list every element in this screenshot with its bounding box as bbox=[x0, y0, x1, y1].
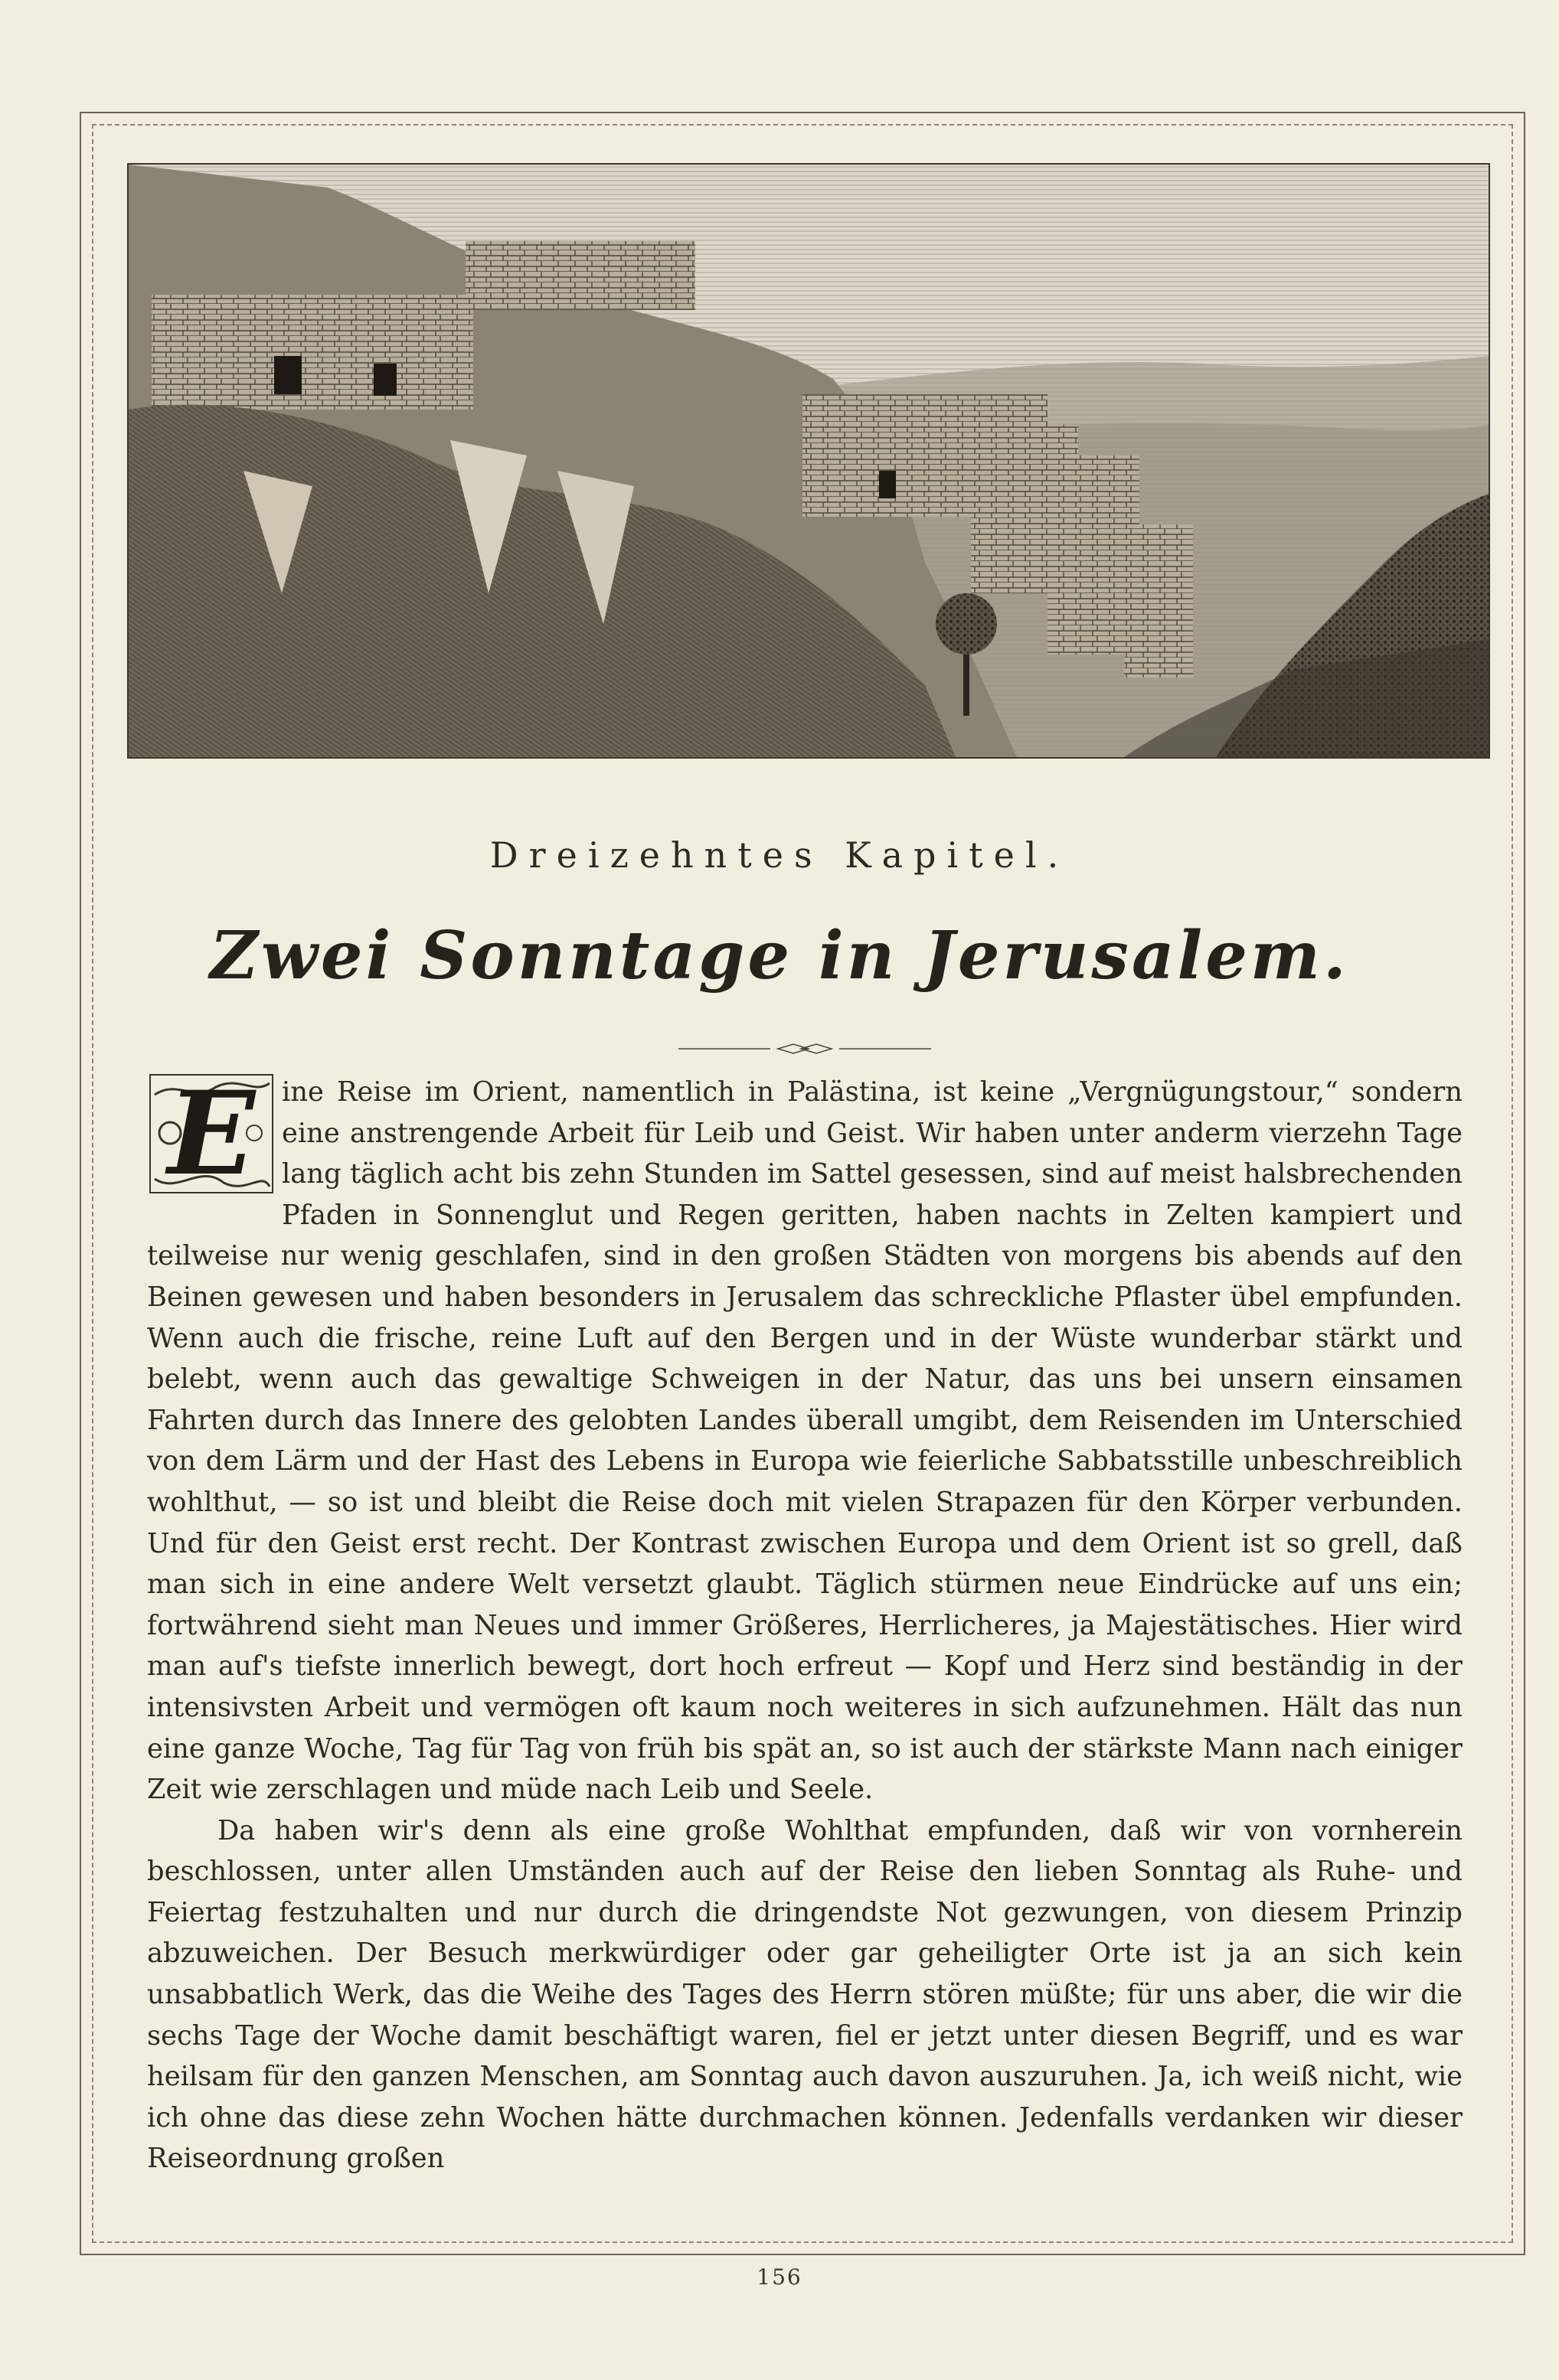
landscape-engraving bbox=[127, 163, 1490, 759]
paragraph-1 bbox=[147, 1066, 1463, 1810]
dropcap-letter: E bbox=[167, 1066, 256, 1201]
ornament-divider bbox=[678, 1041, 931, 1056]
page-number: 156 bbox=[757, 2264, 802, 2290]
dropcap bbox=[147, 1066, 276, 1201]
chapter-title: Zwei Sonntage in Jerusalem. bbox=[210, 917, 1349, 994]
paragraph-1-text: ine Reise im Orient, namentlich in Palästina, ist keine „Vergnügungstour,“ sondern eine anstrengende Arbeit für Leib und Geist. Wir haben unter anderm vierzehn Tage lang täglich acht bis zehn Stunden im Sattel gesessen, sind auf meist halsbrechenden Pfaden in Sonnenglut und Regen geritten, haben nachts in Zelten kampiert und teilweise nur wenig geschlafen, sind in den großen Städten von morgens bis abends auf den Beinen gewesen und haben besonders in Jerusalem das schreckliche Pflaster übel empfunden. Wenn auch die frische, reine Luft auf den Bergen und in der Wüste wunderbar stärkt und belebt, wenn auch das gewaltige Schweigen in der Natur, das uns bei unsern einsamen Fahrten durch das Innere des gelobten Landes überall umgibt, dem Reisenden im Unterschied von dem Lärm und der Hast des Lebens in Europa wie feierliche Sabbatsstille unbeschreiblich wohlthut, — so ist und bleibt die Reise doch mit vielen Strapazen für den Körper verbunden. Und für den Geist erst recht. Der Kontrast zwischen Europa und dem Orient ist so grell, daß man sich in eine andere Welt versetzt glaubt. Täglich stürmen neue Eindrücke auf uns ein; fortwährend sieht man Neues und immer Größeres, Herrlicheres, ja Majestätisches. Hier wird man auf's tiefste innerlich bewegt, dort hoch erfreut — Kopf und Herz sind beständig in der intensivsten Arbeit und vermögen oft kaum noch weiteres in sich aufzunehmen. Hält das nun eine ganze Woche, Tag für Tag von früh bis spät an, so ist auch der stärkste Mann nach einiger Zeit wie zerschlagen und müde nach Leib und Seele. bbox=[147, 1076, 1463, 1806]
paragraph-2: Da haben wir's denn als eine große Wohlthat empfunden, daß wir von vornherein beschlossen, unter allen Umständen auch auf der Reise den lieben Sonntag als Ruhe- und Feiertag festzuhalten und nur durch die dringendste Not gezwungen, von diesem Prinzip abzuweichen. Der Besuch merkwürdiger oder gar geheiligter Orte ist ja an sich kein unsabbatlich Werk, das die Weihe des Tages des Herrn stören müßte; für uns aber, die wir die sechs Tage der Woche damit beschäftigt waren, fiel er jetzt unter diesen Begriff, und es war heilsam für den ganzen Menschen, am Sonntag auch davon auszuruhen. Ja, ich weiß nicht, wie ich ohne das diese zehn Wochen hätte durchmachen können. Jedenfalls verdanken wir dieser Reiseordnung großen bbox=[147, 1814, 1463, 2175]
chapter-body bbox=[147, 1066, 1463, 2179]
chapter-heading: Dreizehntes Kapitel. bbox=[489, 834, 1070, 876]
